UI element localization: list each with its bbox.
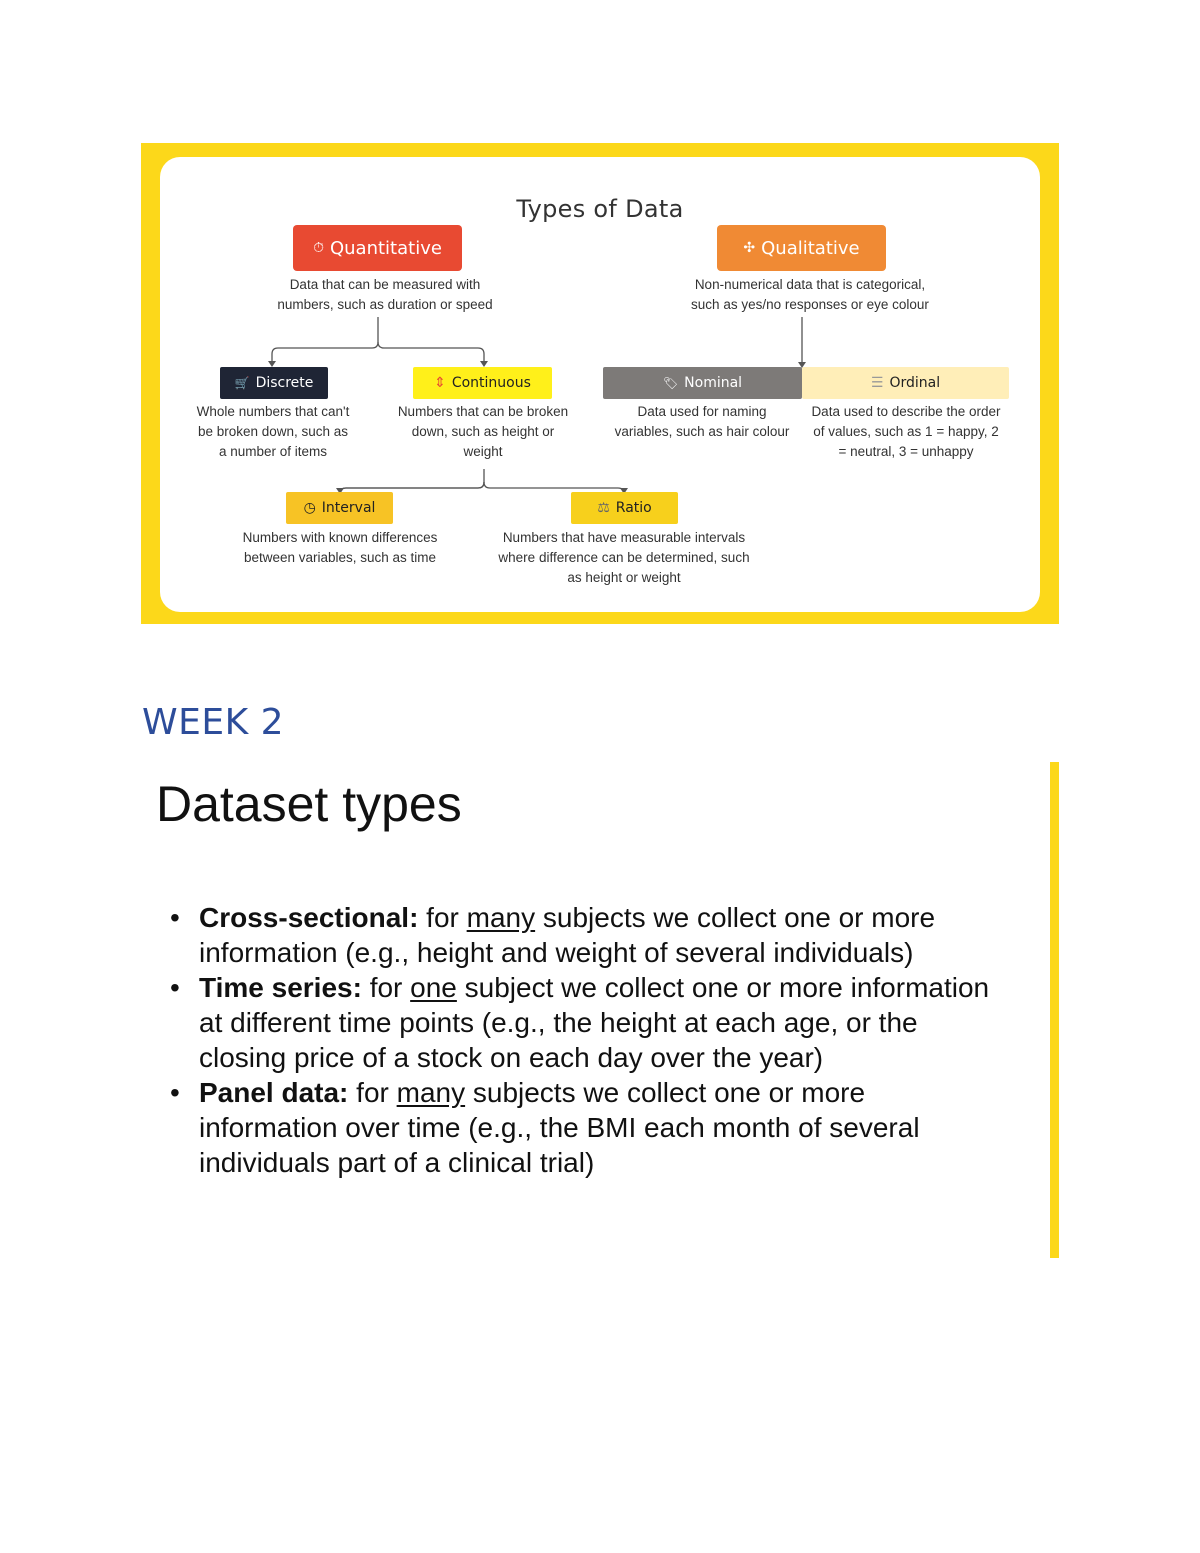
item-text: closing price of a stock on each day over the year) xyxy=(199,1042,824,1073)
bullet: • xyxy=(170,902,180,933)
stopwatch-icon: ⏱ xyxy=(313,240,324,256)
cart-icon: 🛒 xyxy=(234,376,250,390)
list-item xyxy=(170,900,1040,970)
qualitative-desc xyxy=(660,275,960,315)
list-item xyxy=(170,1075,1040,1180)
desc-line: Numbers that can be broken xyxy=(397,404,569,419)
diagram-card xyxy=(160,157,1040,612)
term-time-series: Time series: xyxy=(199,972,362,1003)
discrete-node xyxy=(220,367,328,399)
item-text: for xyxy=(361,972,411,1003)
item-text: individuals part of a clinical trial) xyxy=(199,1147,595,1178)
nominal-desc xyxy=(596,402,808,442)
name-tag-icon: 🏷 xyxy=(662,376,679,390)
nominal-node xyxy=(603,367,802,399)
emphasis: one xyxy=(410,972,457,1003)
qualitative-node xyxy=(717,225,886,271)
signpost-icon: ✣ xyxy=(743,240,756,256)
discrete-desc xyxy=(178,402,368,462)
term-cross-sectional: Cross-sectional: xyxy=(199,902,419,933)
ordinal-label: Ordinal xyxy=(889,375,941,391)
bullet: • xyxy=(170,1077,180,1108)
desc-line: down, such as height or xyxy=(411,424,555,439)
desc-line: be broken down, such as xyxy=(197,424,349,439)
item-text: subjects we collect one or more xyxy=(535,902,936,933)
quantitative-desc xyxy=(240,275,530,315)
scale-icon: ⚖ xyxy=(597,500,610,516)
connector-continuous xyxy=(340,469,484,494)
interval-label: Interval xyxy=(321,500,376,516)
list-icon: ☰ xyxy=(870,375,884,391)
nominal-label: Nominal xyxy=(684,375,743,391)
desc-line: of values, such as 1 = happy, 2 xyxy=(813,424,999,439)
quantitative-label: Quantitative xyxy=(329,237,442,259)
dataset-types-list xyxy=(170,900,1040,1180)
ordinal-node xyxy=(802,367,1009,399)
slide-title: Dataset types xyxy=(156,776,462,832)
desc-line: = neutral, 3 = unhappy xyxy=(838,444,974,459)
week-heading: WEEK 2 xyxy=(142,702,285,743)
bullet: • xyxy=(170,972,180,1003)
desc-line: such as yes/no responses or eye colour xyxy=(691,297,929,312)
desc-line: between variables, such as time xyxy=(243,550,437,565)
emphasis: many xyxy=(396,1077,466,1108)
continuous-desc xyxy=(382,402,584,462)
interval-desc xyxy=(228,528,452,568)
term-panel-data: Panel data: xyxy=(199,1077,349,1108)
item-text: for xyxy=(348,1077,397,1108)
desc-line: numbers, such as duration or speed xyxy=(277,297,493,312)
clock-icon: ◷ xyxy=(303,500,316,516)
item-text: information (e.g., height and weight of several individuals) xyxy=(199,937,914,968)
connector-quantitative xyxy=(272,317,378,362)
ordinal-desc xyxy=(800,402,1012,462)
interval-node xyxy=(286,492,393,524)
desc-line: Whole numbers that can't xyxy=(196,404,350,419)
people-height-icon: ⇕ xyxy=(434,375,446,391)
discrete-label: Discrete xyxy=(255,375,314,391)
ratio-node xyxy=(571,492,678,524)
desc-line: as height or weight xyxy=(567,570,681,585)
desc-line: Numbers with known differences xyxy=(242,530,438,545)
desc-line: Non-numerical data that is categorical, xyxy=(694,277,926,292)
connector-quantitative-right xyxy=(378,342,484,362)
desc-line: where difference can be determined, such xyxy=(498,550,750,565)
slide-accent-bar xyxy=(1050,762,1059,1258)
list-item xyxy=(170,970,1040,1075)
desc-line: weight xyxy=(463,444,503,459)
diagram-title: Types of Data xyxy=(516,195,684,223)
quantitative-node xyxy=(293,225,462,271)
continuous-node xyxy=(413,367,552,399)
desc-line: Data used for naming xyxy=(637,404,767,419)
desc-line: Data used to describe the order xyxy=(811,404,1001,419)
item-text: subject we collect one or more information xyxy=(456,972,990,1003)
ratio-desc xyxy=(478,528,770,588)
emphasis: many xyxy=(466,902,536,933)
item-text: information over time (e.g., the BMI each month of several xyxy=(199,1112,920,1143)
continuous-label: Continuous xyxy=(451,375,531,391)
ratio-label: Ratio xyxy=(615,500,652,516)
types-of-data-diagram xyxy=(141,143,1059,624)
desc-line: a number of items xyxy=(218,444,328,459)
desc-line: Data that can be measured with xyxy=(289,277,481,292)
desc-line: variables, such as hair colour xyxy=(614,424,790,439)
item-text: for xyxy=(418,902,467,933)
qualitative-label: Qualitative xyxy=(761,237,860,259)
item-text: subjects we collect one or more xyxy=(465,1077,866,1108)
desc-line: Numbers that have measurable intervals xyxy=(502,530,746,545)
item-text: at different time points (e.g., the height at each age, or the xyxy=(199,1007,918,1038)
